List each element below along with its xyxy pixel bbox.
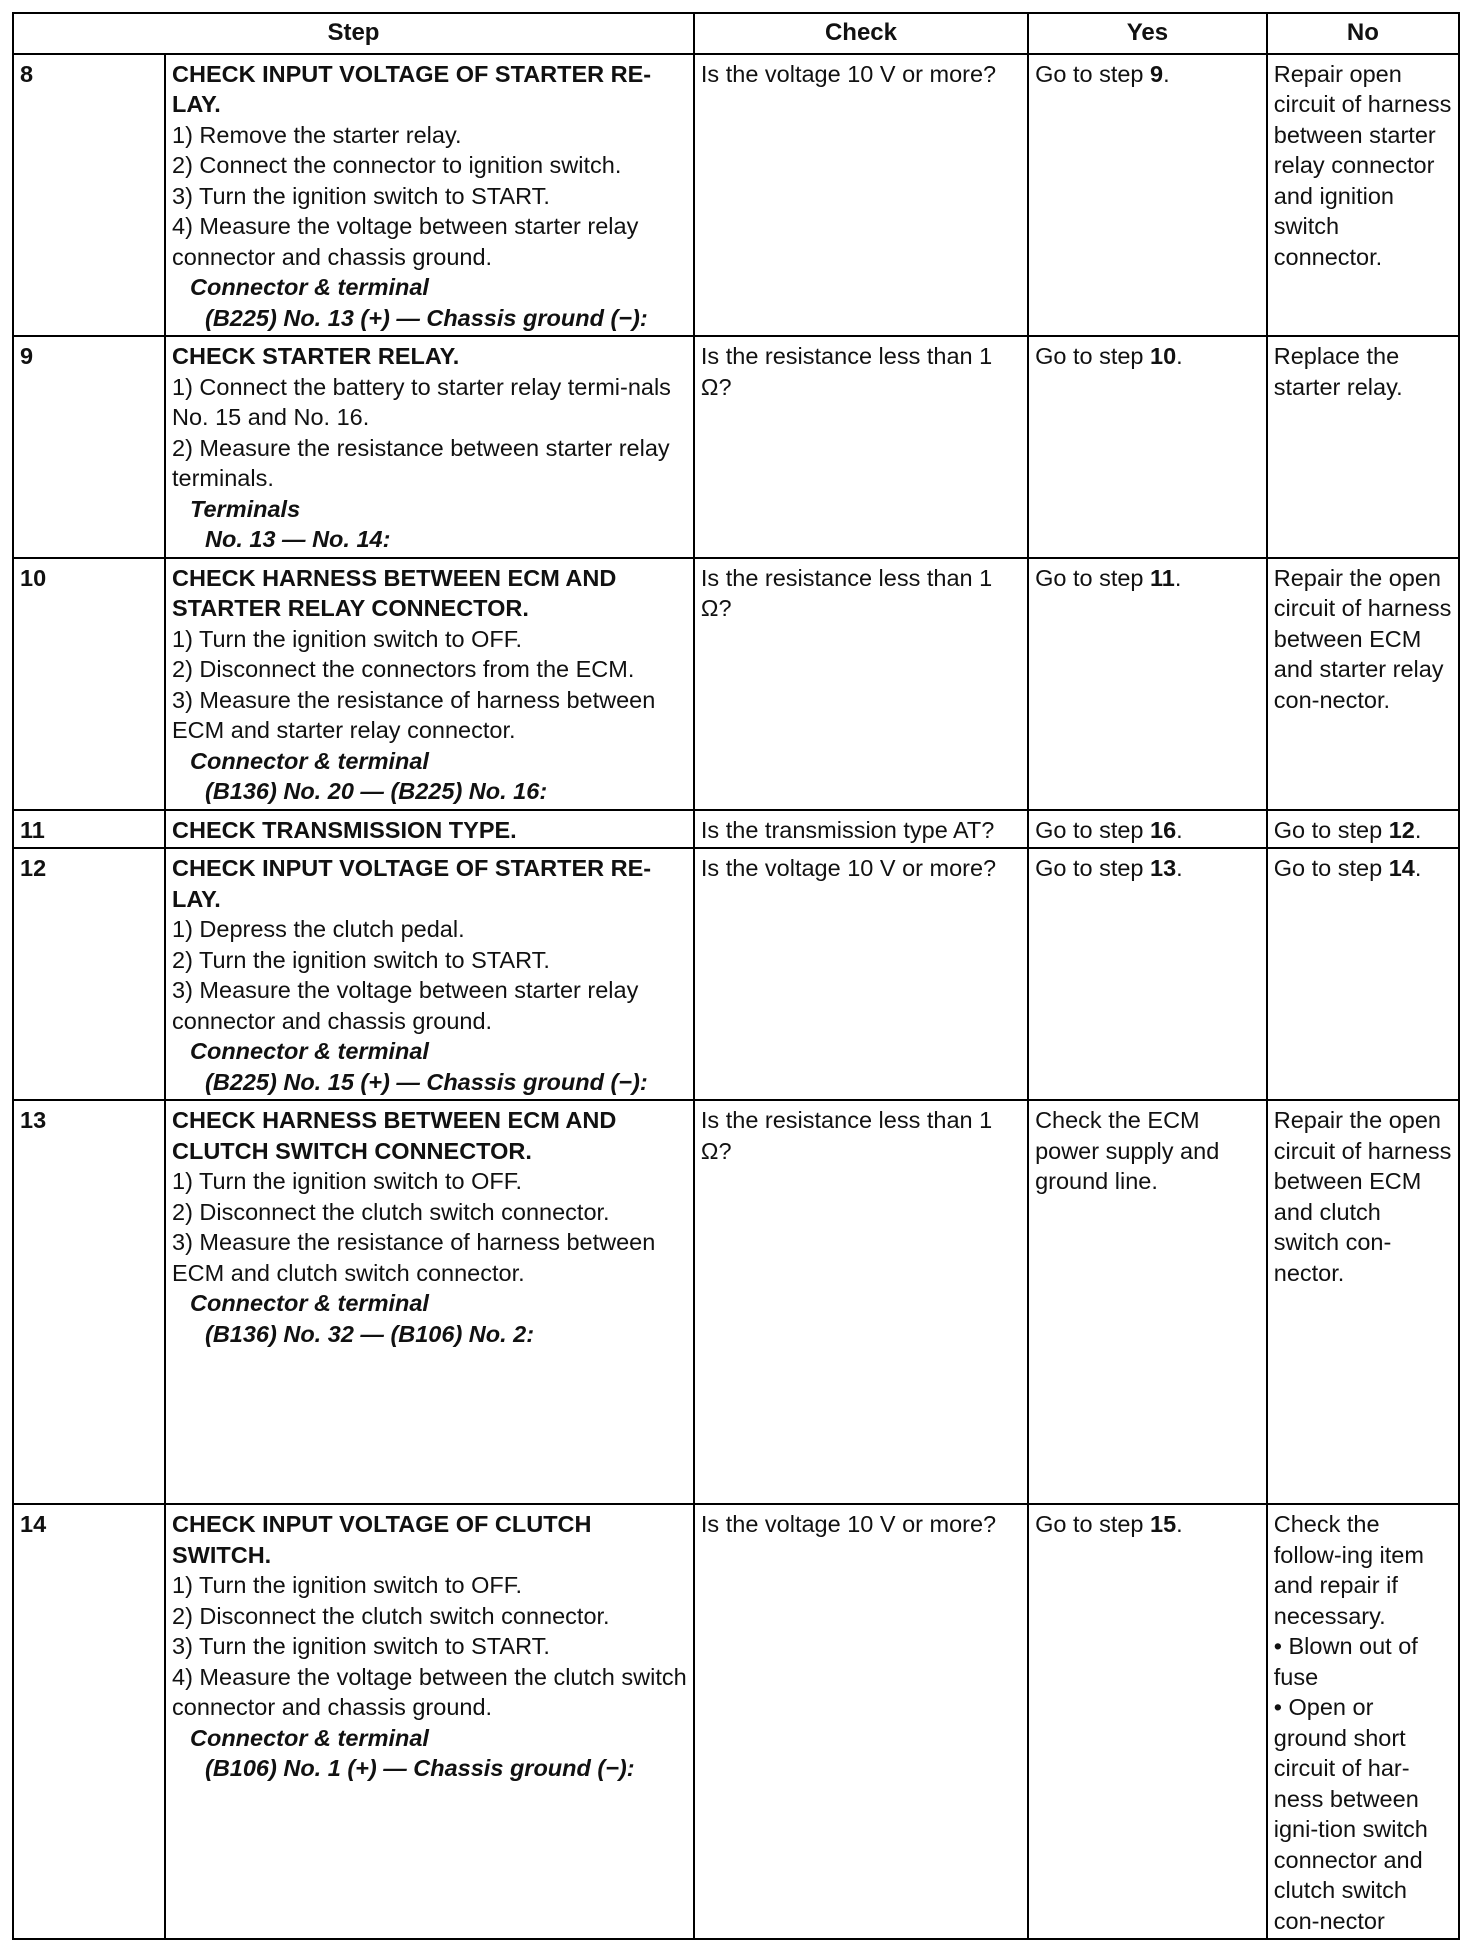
- yes-suffix: .: [1176, 816, 1183, 843]
- spec-label: Terminals: [190, 495, 301, 522]
- check-cell: Is the voltage 10 V or more?: [694, 1504, 1028, 1939]
- header-check: Check: [694, 13, 1028, 54]
- table-row: [13, 558, 1459, 810]
- step-title: CHECK INPUT VOLTAGE OF STARTER RE-LAY.: [172, 855, 652, 912]
- step-description: [165, 1100, 694, 1504]
- spec-value: (B136) No. 20 — (B225) No. 16:: [205, 778, 548, 804]
- yes-cell: [1028, 810, 1267, 849]
- step-line: 2) Disconnect the clutch switch connector.: [172, 1198, 610, 1225]
- table-row: [13, 810, 1459, 849]
- no-text: Check the follow-ing item and repair if necessary.: [1273, 1511, 1424, 1629]
- step-line: 3) Turn the ignition switch to START.: [172, 1633, 550, 1659]
- check-cell: Is the voltage 10 V or more?: [694, 848, 1028, 1100]
- spec-label: Connector & terminal: [190, 1038, 429, 1064]
- no-cell: [1267, 848, 1459, 1100]
- step-line: 3) Turn the ignition switch to START.: [172, 182, 550, 209]
- spec-label: Connector & terminal: [190, 1290, 429, 1316]
- step-description: [165, 848, 694, 1100]
- step-line: 1) Connect the battery to starter relay termi-nals No. 15 and No. 16.: [172, 373, 671, 430]
- yes-prefix: Go to step: [1035, 343, 1151, 369]
- yes-suffix: .: [1174, 564, 1182, 591]
- table-row: [13, 1504, 1459, 1939]
- yes-prefix: Go to step: [1035, 60, 1151, 87]
- no-prefix: Go to step: [1273, 855, 1389, 881]
- no-cell: [1267, 810, 1459, 849]
- yes-step-link[interactable]: 13: [1150, 855, 1177, 881]
- check-cell: Is the resistance less than 1 Ω?: [694, 336, 1028, 558]
- yes-suffix: .: [1176, 855, 1183, 881]
- step-description: [165, 54, 694, 337]
- yes-step-link[interactable]: 15: [1150, 1511, 1177, 1537]
- no-cell: Repair the open circuit of harness between ECM and clutch switch con-nector.: [1267, 1100, 1459, 1504]
- no-cell: [1267, 1504, 1459, 1939]
- step-description: [165, 558, 694, 810]
- header-step: Step: [13, 13, 694, 54]
- step-title: CHECK INPUT VOLTAGE OF CLUTCH SWITCH.: [172, 1511, 592, 1568]
- step-line: 1) Turn the ignition switch to OFF.: [172, 1168, 523, 1194]
- step-number: 13: [13, 1100, 165, 1504]
- step-title: CHECK TRANSMISSION TYPE.: [172, 816, 517, 843]
- step-line: 2) Disconnect the connectors from the ECM.: [172, 656, 635, 682]
- step-line: 3) Measure the voltage between starter relay connector and chassis ground.: [172, 977, 639, 1034]
- step-line: 1) Turn the ignition switch to OFF.: [172, 625, 523, 652]
- step-line: 2) Turn the ignition switch to START.: [172, 946, 550, 973]
- no-bullet: • Open or ground short circuit of har-ness between igni-tion switch connector and clutch switch con-nector: [1273, 1694, 1428, 1934]
- no-suffix: .: [1414, 855, 1422, 881]
- step-line: 2) Connect the connector to ignition switch.: [172, 152, 622, 178]
- step-number: 11: [13, 810, 165, 849]
- spec-label: Connector & terminal: [190, 274, 429, 300]
- step-description: [165, 336, 694, 558]
- check-cell: Is the transmission type AT?: [694, 810, 1028, 849]
- no-cell: Repair open circuit of harness between starter relay connector and ignition switch connector.: [1267, 54, 1459, 337]
- yes-cell: [1028, 848, 1267, 1100]
- header-no: No: [1267, 13, 1459, 54]
- step-line: 4) Measure the voltage between starter relay connector and chassis ground.: [172, 213, 639, 270]
- step-line: 1) Remove the starter relay.: [172, 121, 462, 148]
- yes-step-link[interactable]: 11: [1150, 564, 1175, 591]
- header-yes: Yes: [1028, 13, 1267, 54]
- table-row: [13, 54, 1459, 337]
- header-row: [13, 13, 1459, 54]
- yes-suffix: .: [1176, 1511, 1183, 1537]
- table-row: [13, 1100, 1459, 1504]
- step-number: 12: [13, 848, 165, 1100]
- step-number: 9: [13, 336, 165, 558]
- step-number: 14: [13, 1504, 165, 1939]
- yes-cell: [1028, 54, 1267, 337]
- step-description: [165, 1504, 694, 1939]
- yes-cell: [1028, 558, 1267, 810]
- yes-suffix: .: [1163, 60, 1170, 87]
- no-cell: Repair the open circuit of harness between ECM and starter relay con-nector.: [1267, 558, 1459, 810]
- step-line: 2) Measure the resistance between starter relay terminals.: [172, 434, 670, 491]
- table-row: [13, 848, 1459, 1100]
- no-step-link[interactable]: 12: [1388, 816, 1415, 843]
- spec-value: (B225) No. 15 (+) — Chassis ground (−):: [205, 1068, 648, 1095]
- yes-suffix: .: [1176, 343, 1183, 369]
- no-cell: Replace the starter relay.: [1267, 336, 1459, 558]
- yes-prefix: Go to step: [1035, 855, 1151, 881]
- step-line: 2) Disconnect the clutch switch connector.: [172, 1602, 610, 1629]
- check-cell: Is the resistance less than 1 Ω?: [694, 1100, 1028, 1504]
- yes-prefix: Go to step: [1035, 1511, 1151, 1537]
- step-title: CHECK STARTER RELAY.: [172, 343, 460, 369]
- diagnostic-table: [12, 12, 1460, 1940]
- spec-label: Connector & terminal: [190, 1724, 429, 1751]
- yes-cell: Check the ECM power supply and ground line.: [1028, 1100, 1267, 1504]
- no-prefix: Go to step: [1273, 816, 1389, 843]
- spec-value: (B225) No. 13 (+) — Chassis ground (−):: [205, 304, 648, 331]
- step-description: [165, 810, 694, 849]
- step-line: 3) Measure the resistance of harness between ECM and clutch switch connector.: [172, 1229, 656, 1286]
- spec-value: (B136) No. 32 — (B106) No. 2:: [205, 1320, 535, 1347]
- yes-cell: [1028, 336, 1267, 558]
- no-bullet: • Blown out of fuse: [1273, 1633, 1418, 1690]
- spec-label: Connector & terminal: [190, 747, 429, 774]
- step-line: 1) Depress the clutch pedal.: [172, 916, 465, 942]
- table-row: [13, 336, 1459, 558]
- no-suffix: .: [1414, 816, 1422, 843]
- yes-step-link[interactable]: 16: [1150, 816, 1177, 843]
- step-line: 3) Measure the resistance of harness between ECM and starter relay connector.: [172, 686, 656, 743]
- yes-step-link[interactable]: 10: [1150, 343, 1177, 369]
- yes-prefix: Go to step: [1035, 816, 1151, 843]
- step-number: 10: [13, 558, 165, 810]
- yes-step-link[interactable]: 9: [1150, 60, 1164, 87]
- check-cell: Is the resistance less than 1 Ω?: [694, 558, 1028, 810]
- no-step-link[interactable]: 14: [1388, 855, 1415, 881]
- step-line: 1) Turn the ignition switch to OFF.: [172, 1572, 523, 1598]
- step-line: 4) Measure the voltage between the clutch switch connector and chassis ground.: [172, 1663, 687, 1720]
- spec-value: (B106) No. 1 (+) — Chassis ground (−):: [205, 1755, 635, 1781]
- step-title: CHECK INPUT VOLTAGE OF STARTER RE-LAY.: [172, 60, 652, 117]
- yes-cell: [1028, 1504, 1267, 1939]
- step-title: CHECK HARNESS BETWEEN ECM AND STARTER RELAY CONNECTOR.: [172, 564, 617, 621]
- yes-prefix: Go to step: [1035, 564, 1151, 591]
- spec-value: No. 13 — No. 14:: [205, 526, 391, 552]
- step-title: CHECK HARNESS BETWEEN ECM AND CLUTCH SWITCH CONNECTOR.: [172, 1107, 617, 1164]
- step-number: 8: [13, 54, 165, 337]
- check-cell: Is the voltage 10 V or more?: [694, 54, 1028, 337]
